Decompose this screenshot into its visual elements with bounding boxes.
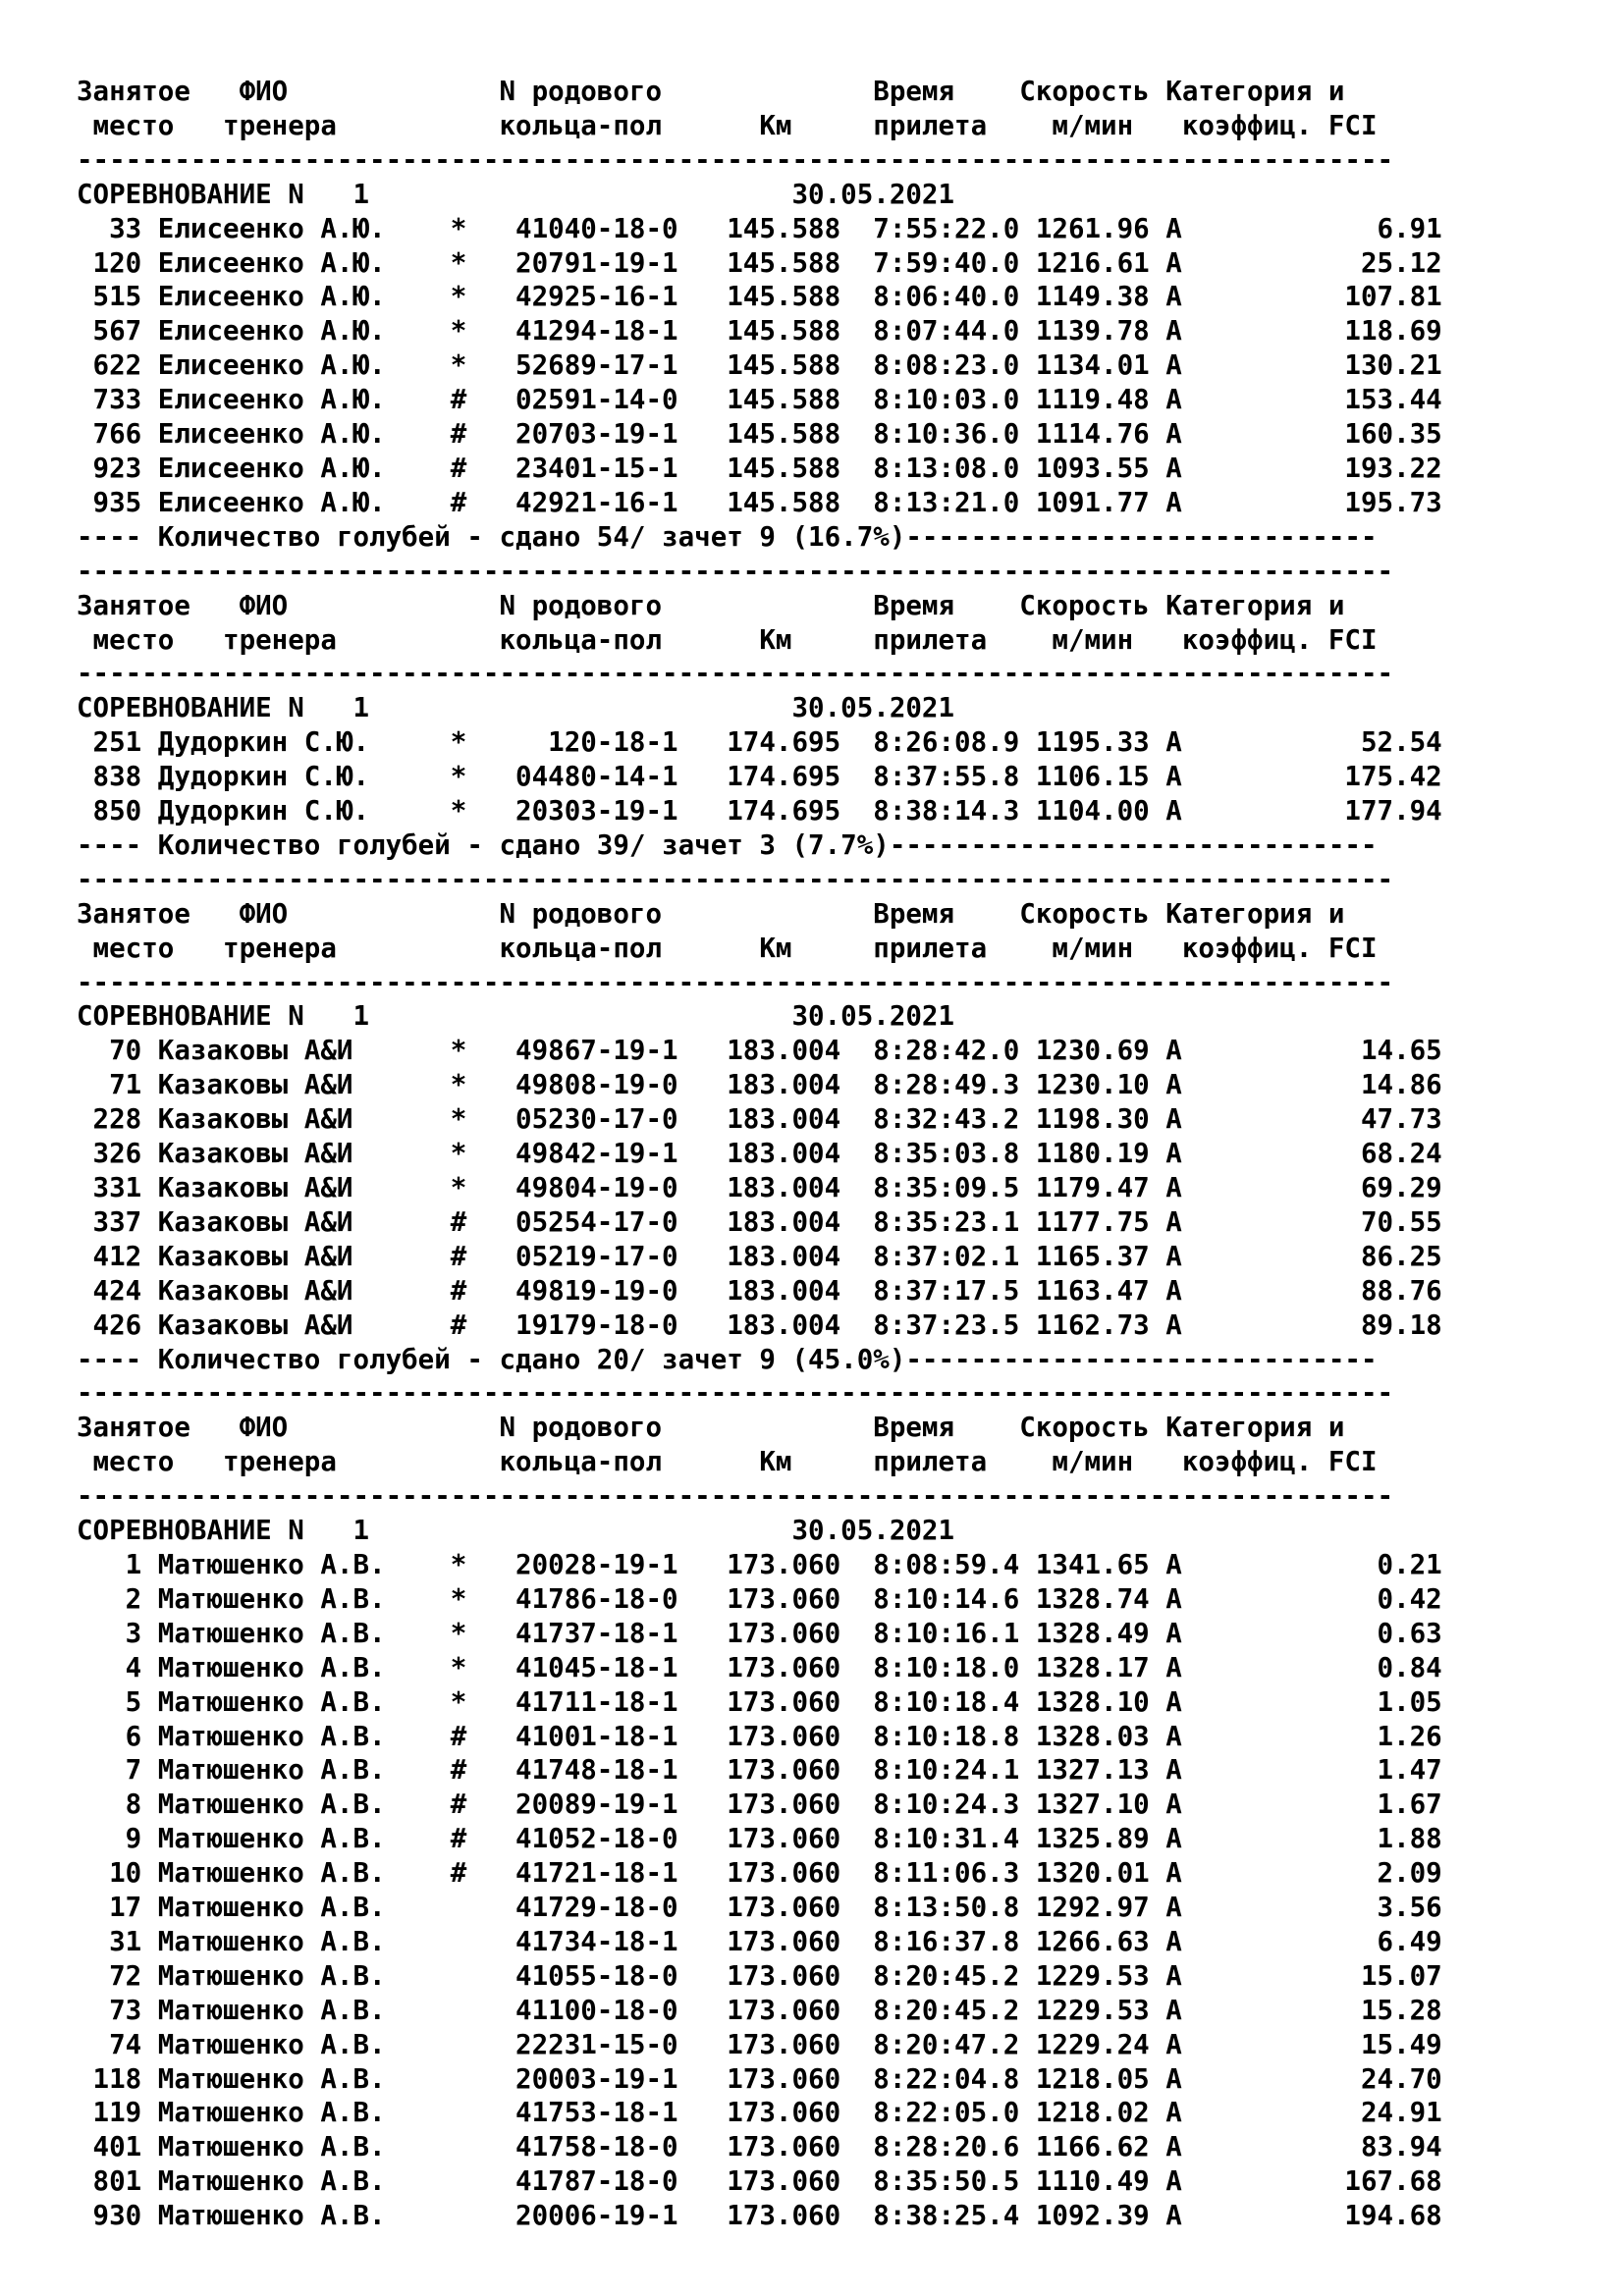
column-header-line-1: Занятое ФИО N родового Время Скорость Категория и [77,897,1345,930]
separator-rule: --------------------------------------------------------------------------------- [77,863,1394,895]
column-header-line-2: место тренера кольца-пол Км прилета м/мин коэффиц. FCI [77,109,1378,141]
column-header-line-2: место тренера кольца-пол Км прилета м/мин коэффиц. FCI [77,1446,1378,1478]
competition-line: СОРЕВНОВАНИЕ N 1 30.05.2021 [77,1515,955,1547]
result-row: 72 Матюшенко А.В. 41055-18-0 173.060 8:20:45.2 1229.53 A 15.07 [77,1959,1442,1992]
separator-rule: --------------------------------------------------------------------------------- [77,555,1394,587]
result-row: 74 Матюшенко А.В. 22231-15-0 173.060 8:20:47.2 1229.24 A 15.49 [77,2028,1442,2060]
competition-line: СОРЕВНОВАНИЕ N 1 30.05.2021 [77,178,955,210]
result-row: 1 Матюшенко А.В. * 20028-19-1 173.060 8:08:59.4 1341.65 A 0.21 [77,1548,1442,1580]
result-row: 412 Казаковы А&И # 05219-17-0 183.004 8:37:02.1 1165.37 A 86.25 [77,1240,1442,1272]
summary-line: ---- Количество голубей - сдано 54/ зачет 9 (16.7%)----------------------------- [77,520,1378,553]
result-row: 118 Матюшенко А.В. 20003-19-1 173.060 8:22:04.8 1218.05 A 24.70 [77,2062,1442,2095]
result-row: 401 Матюшенко А.В. 41758-18-0 173.060 8:28:20.6 1166.62 A 83.94 [77,2131,1442,2163]
separator-rule: --------------------------------------------------------------------------------- [77,966,1394,998]
result-row: 3 Матюшенко А.В. * 41737-18-1 173.060 8:10:16.1 1328.49 A 0.63 [77,1617,1442,1649]
result-row: 838 Дудоркин С.Ю. * 04480-14-1 174.695 8:37:55.8 1106.15 A 175.42 [77,761,1442,793]
separator-rule: --------------------------------------------------------------------------------- [77,1480,1394,1513]
result-row: 6 Матюшенко А.В. # 41001-18-1 173.060 8:10:18.8 1328.03 A 1.26 [77,1720,1442,1752]
result-row: 228 Казаковы А&И * 05230-17-0 183.004 8:32:43.2 1198.30 A 47.73 [77,1103,1442,1136]
competition-line: СОРЕВНОВАНИЕ N 1 30.05.2021 [77,692,955,724]
result-row: 70 Казаковы А&И * 49867-19-1 183.004 8:28:42.0 1230.69 A 14.65 [77,1035,1442,1067]
result-row: 119 Матюшенко А.В. 41753-18-1 173.060 8:22:05.0 1218.02 A 24.91 [77,2097,1442,2129]
result-row: 515 Елисеенко А.Ю. * 42925-16-1 145.588 8:06:40.0 1149.38 A 107.81 [77,281,1442,313]
result-row: 426 Казаковы А&И # 19179-18-0 183.004 8:37:23.5 1162.73 A 89.18 [77,1308,1442,1341]
column-header-line-2: место тренера кольца-пол Км прилета м/мин коэффиц. FCI [77,623,1378,656]
result-row: 9 Матюшенко А.В. # 41052-18-0 173.060 8:10:31.4 1325.89 A 1.88 [77,1823,1442,1855]
summary-line: ---- Количество голубей - сдано 20/ зачет 9 (45.0%)----------------------------- [77,1343,1378,1375]
result-row: 326 Казаковы А&И * 49842-19-1 183.004 8:35:03.8 1180.19 A 68.24 [77,1138,1442,1170]
separator-rule: --------------------------------------------------------------------------------- [77,143,1394,176]
separator-rule: --------------------------------------------------------------------------------- [77,658,1394,690]
result-row: 5 Матюшенко А.В. * 41711-18-1 173.060 8:10:18.4 1328.10 A 1.05 [77,1685,1442,1718]
race-results-report [77,75,1442,2233]
result-row: 424 Казаковы А&И # 49819-19-0 183.004 8:37:17.5 1163.47 A 88.76 [77,1274,1442,1307]
result-row: 733 Елисеенко А.Ю. # 02591-14-0 145.588 8:10:03.0 1119.48 A 153.44 [77,384,1442,416]
result-row: 766 Елисеенко А.Ю. # 20703-19-1 145.588 8:10:36.0 1114.76 A 160.35 [77,418,1442,451]
result-row: 73 Матюшенко А.В. 41100-18-0 173.060 8:20:45.2 1229.53 A 15.28 [77,1994,1442,2026]
result-row: 923 Елисеенко А.Ю. # 23401-15-1 145.588 8:13:08.0 1093.55 A 193.22 [77,452,1442,484]
result-row: 801 Матюшенко А.В. 41787-18-0 173.060 8:35:50.5 1110.49 A 167.68 [77,2165,1442,2198]
result-row: 10 Матюшенко А.В. # 41721-18-1 173.060 8:11:06.3 1320.01 A 2.09 [77,1857,1442,1890]
result-row: 7 Матюшенко А.В. # 41748-18-1 173.060 8:10:24.1 1327.13 A 1.47 [77,1754,1442,1787]
result-row: 331 Казаковы А&И * 49804-19-0 183.004 8:35:09.5 1179.47 A 69.29 [77,1172,1442,1203]
column-header-line-2: место тренера кольца-пол Км прилета м/мин коэффиц. FCI [77,932,1378,964]
result-row: 251 Дудоркин С.Ю. * 120-18-1 174.695 8:26:08.9 1195.33 A 52.54 [77,726,1442,759]
separator-rule: --------------------------------------------------------------------------------- [77,1377,1394,1410]
result-row: 33 Елисеенко А.Ю. * 41040-18-0 145.588 7:55:22.0 1261.96 A 6.91 [77,212,1442,244]
result-row: 71 Казаковы А&И * 49808-19-0 183.004 8:28:49.3 1230.10 A 14.86 [77,1069,1442,1101]
summary-line: ---- Количество голубей - сдано 39/ зачет 3 (7.7%)------------------------------ [77,828,1378,861]
result-row: 8 Матюшенко А.В. # 20089-19-1 173.060 8:10:24.3 1327.10 A 1.67 [77,1789,1442,1821]
competition-line: СОРЕВНОВАНИЕ N 1 30.05.2021 [77,1000,955,1033]
result-row: 2 Матюшенко А.В. * 41786-18-0 173.060 8:10:14.6 1328.74 A 0.42 [77,1582,1442,1615]
result-row: 337 Казаковы А&И # 05254-17-0 183.004 8:35:23.1 1177.75 A 70.55 [77,1205,1442,1238]
column-header-line-1: Занятое ФИО N родового Время Скорость Категория и [77,589,1345,621]
column-header-line-1: Занятое ФИО N родового Время Скорость Категория и [77,76,1345,107]
result-row: 31 Матюшенко А.В. 41734-18-1 173.060 8:16:37.8 1266.63 A 6.49 [77,1925,1442,1957]
result-row: 120 Елисеенко А.Ю. * 20791-19-1 145.588 7:59:40.0 1216.61 A 25.12 [77,246,1442,279]
result-row: 622 Елисеенко А.Ю. * 52689-17-1 145.588 8:08:23.0 1134.01 A 130.21 [77,349,1442,382]
result-row: 567 Елисеенко А.Ю. * 41294-18-1 145.588 8:07:44.0 1139.78 A 118.69 [77,315,1442,347]
result-row: 935 Елисеенко А.Ю. # 42921-16-1 145.588 8:13:21.0 1091.77 A 195.73 [77,486,1442,518]
column-header-line-1: Занятое ФИО N родового Время Скорость Категория и [77,1412,1345,1444]
result-row: 850 Дудоркин С.Ю. * 20303-19-1 174.695 8:38:14.3 1104.00 A 177.94 [77,795,1442,828]
result-row: 930 Матюшенко А.В. 20006-19-1 173.060 8:38:25.4 1092.39 A 194.68 [77,2200,1442,2232]
result-row: 17 Матюшенко А.В. 41729-18-0 173.060 8:13:50.8 1292.97 A 3.56 [77,1892,1442,1924]
result-row: 4 Матюшенко А.В. * 41045-18-1 173.060 8:10:18.0 1328.17 A 0.84 [77,1651,1442,1683]
